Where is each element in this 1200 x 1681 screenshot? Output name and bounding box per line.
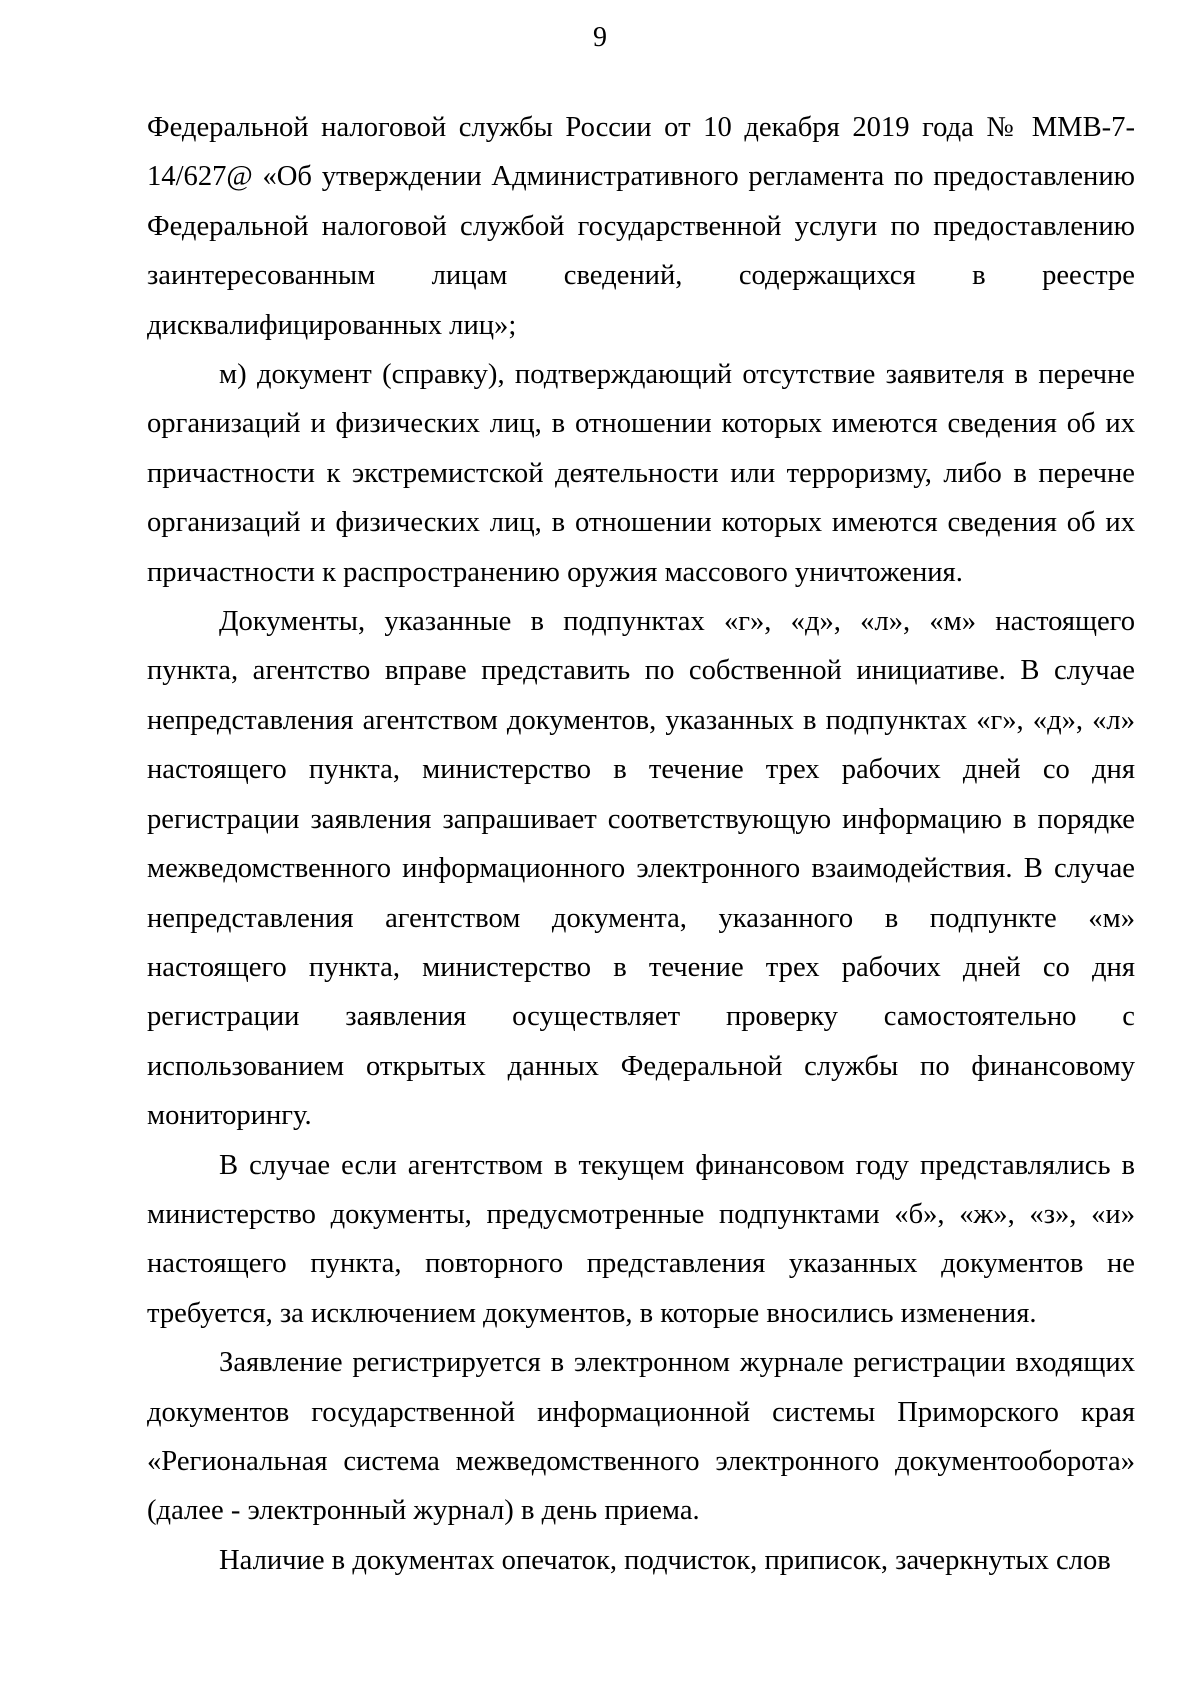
paragraph-errors: Наличие в документах опечаток, подчисток, приписок, зачеркнутых слов <box>219 1544 1111 1576</box>
page-number: 9 <box>593 22 607 53</box>
paragraph-continuation: Федеральной налоговой службы России от 10 декабря 2019 года № ММВ-7-14/627@ «Об утверждении Административного регламента по предоставлению Федеральной налоговой службой государственной услуги по предоставлению заинтересованным лицам сведений, содержащихся в реестре дисквалифицированных лиц»; <box>147 112 1135 341</box>
paragraph-item-m: м) документ (справку), подтверждающий отсутствие заявителя в перечне организаций и физических лиц, в отношении которых имеются сведения об их причастности к экстремистской деятельности или терроризму, либо в перечне организаций и физических лиц, в отношении которых имеются сведения об их причастности к распространению оружия массового уничтожения. <box>147 359 1135 588</box>
paragraph-documents: Документы, указанные в подпунктах «г», «д», «л», «м» настоящего пункта, агентство вправе представить по собственной инициативе. В случае непредставления агентством документов, указанных в подпунктах «г», «д», «л» настоящего пункта, министерство в течение трех рабочих дней со дня регистрации заявления запрашивает соответствующую информацию в порядке межведомственного информационного электронного взаимодействия. В случае непредставления агентством документа, указанного в подпункте «м» настоящего пункта, министерство в течение трех рабочих дней со дня регистрации заявления осуществляет проверку самостоятельно с использованием открытых данных Федеральной службы по финансовому мониторингу. <box>147 606 1135 1132</box>
paragraph-repeat-submission: В случае если агентством в текущем финансовом году представлялись в министерство документы, предусмотренные подпунктами «б», «ж», «з», «и» настоящего пункта, повторного представления указанных документов не требуется, за исключением документов, в которые вносились изменения. <box>147 1149 1135 1329</box>
document-body <box>147 103 1135 1585</box>
paragraph-registration: Заявление регистрируется в электронном журнале регистрации входящих документов государственной информационной системы Приморского края «Региональная система межведомственного электронного документооборота» (далее - электронный журнал) в день приема. <box>147 1347 1135 1527</box>
